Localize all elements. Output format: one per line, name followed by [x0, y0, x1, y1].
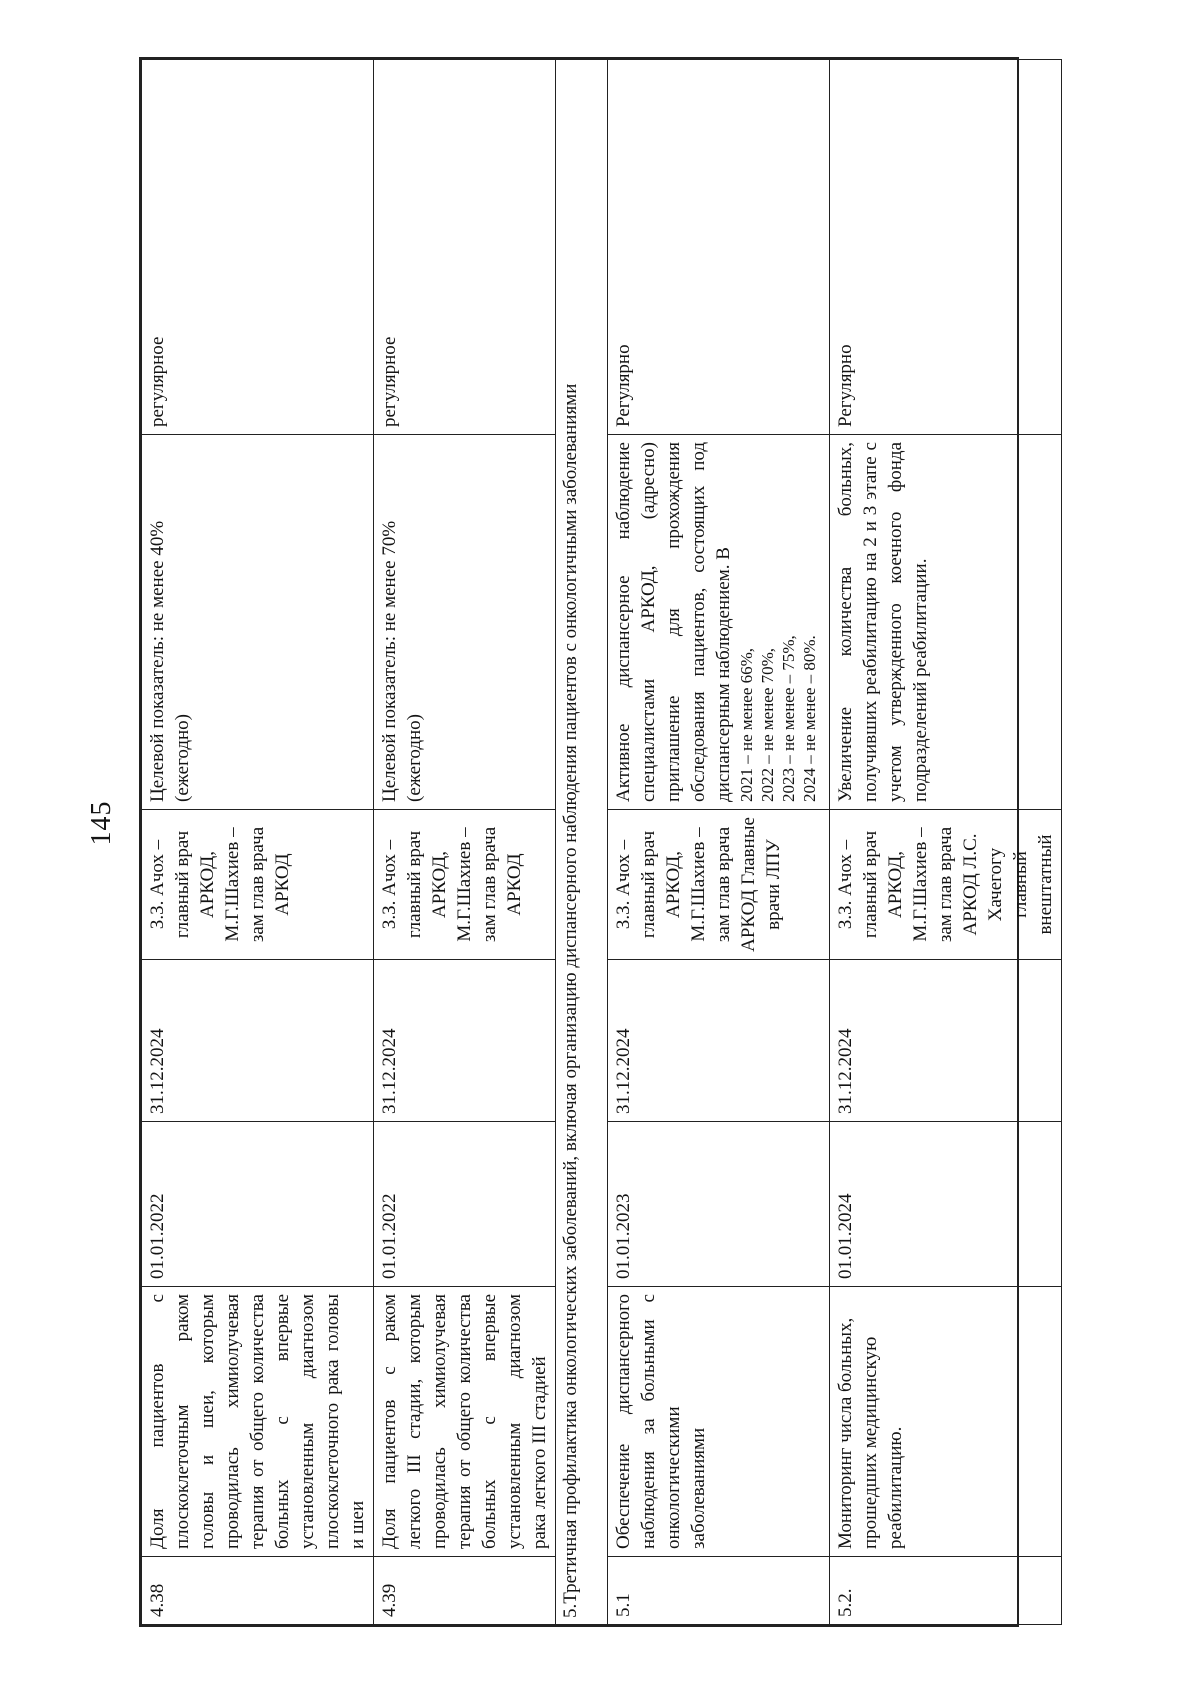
table-row [142, 60, 374, 1625]
frequency-cell: регулярное [142, 60, 374, 435]
indicator-cell: Обеспечение диспансерного наблюдения за больными с онкологическими заболеваниями [608, 1287, 830, 1557]
table-row [830, 60, 1062, 1625]
page-number: 145 [86, 800, 117, 846]
row-number: 4.39 [374, 1557, 556, 1625]
responsible-cell: З.З. Ачох – главный врач АРКОД, М.Г.Шахиев – зам глав врача АРКОД Л.С. Хачегогу главный внештатный [830, 810, 1062, 960]
end-date-cell: 31.12.2024 [830, 960, 1062, 1122]
indicator-cell: Мониторинг числа больных, прошедших медицинскую реабилитацию. [830, 1287, 1062, 1557]
responsible-cell: З.З. Ачох – главный врач АРКОД, М.Г.Шахиев – зам глав врача АРКОД Главные врачи ЛПУ [608, 810, 830, 960]
start-date-cell: 01.01.2022 [374, 1122, 556, 1287]
result-cell: Целевой показатель: не менее 70% (ежегодно) [374, 435, 556, 810]
table-row [374, 60, 556, 1625]
start-date-cell: 01.01.2023 [608, 1122, 830, 1287]
target-2024: 2024 – не менее – 80%. [800, 635, 819, 802]
plan-table [139, 57, 1056, 1627]
result-cell [608, 435, 830, 810]
table-row [608, 60, 830, 1625]
indicator-cell: Доля пациентов с плоскоклеточным раком головы и шеи, которым проводилась химиолучевая терапия от общего количества больных с впервые установленным диагнозом плоскоклеточного рака головы и шеи [142, 1287, 374, 1557]
frequency-cell: регулярное [374, 60, 556, 435]
section-title: 5.Третичная профилактика онкологических заболеваний, включая организацию диспансерного наблюдения пациентов с онкологичными заболеваниями [556, 60, 608, 1625]
end-date-cell: 31.12.2024 [142, 960, 374, 1122]
row-number: 5.2. [830, 1557, 1062, 1625]
result-cell: Увеличение количества больных, получивших реабилитацию на 2 и 3 этапе с учетом утвержденного коечного фонда подразделений реабилитации. [830, 435, 1062, 810]
result-cell: Целевой показатель: не менее 40% (ежегодно) [142, 435, 374, 810]
start-date-cell: 01.01.2022 [142, 1122, 374, 1287]
responsible-cell: З.З. Ачох – главный врач АРКОД, М.Г.Шахиев – зам глав врача АРКОД [374, 810, 556, 960]
result-text: Активное диспансерное наблюдение специалистами АРКОД, (адресно) приглашение для прохождения обследования пациентов, состоящих под диспансерным наблюдением. В [613, 442, 734, 802]
indicator-cell: Доля пациентов с раком легкого III стадии, которым проводилась химиолучевая терапия от общего количества больных с впервые установленным диагнозом рака легкого III стадией [374, 1287, 556, 1557]
target-2023: 2023 – не менее – 75%, [779, 635, 798, 802]
responsible-cell: З.З. Ачох – главный врач АРКОД, М.Г.Шахиев – зам глав врача АРКОД [142, 810, 374, 960]
end-date-cell: 31.12.2024 [608, 960, 830, 1122]
target-2022: 2022 – не менее 70%, [758, 647, 777, 802]
end-date-cell: 31.12.2024 [374, 960, 556, 1122]
frequency-cell: Регулярно [608, 60, 830, 435]
row-number: 5.1 [608, 1557, 830, 1625]
section-header-row [556, 60, 608, 1625]
start-date-cell: 01.01.2024 [830, 1122, 1062, 1287]
row-number: 4.38 [142, 1557, 374, 1625]
frequency-cell: Регулярно [830, 60, 1062, 435]
target-2021: 2021 – не менее 66%, [737, 647, 756, 802]
